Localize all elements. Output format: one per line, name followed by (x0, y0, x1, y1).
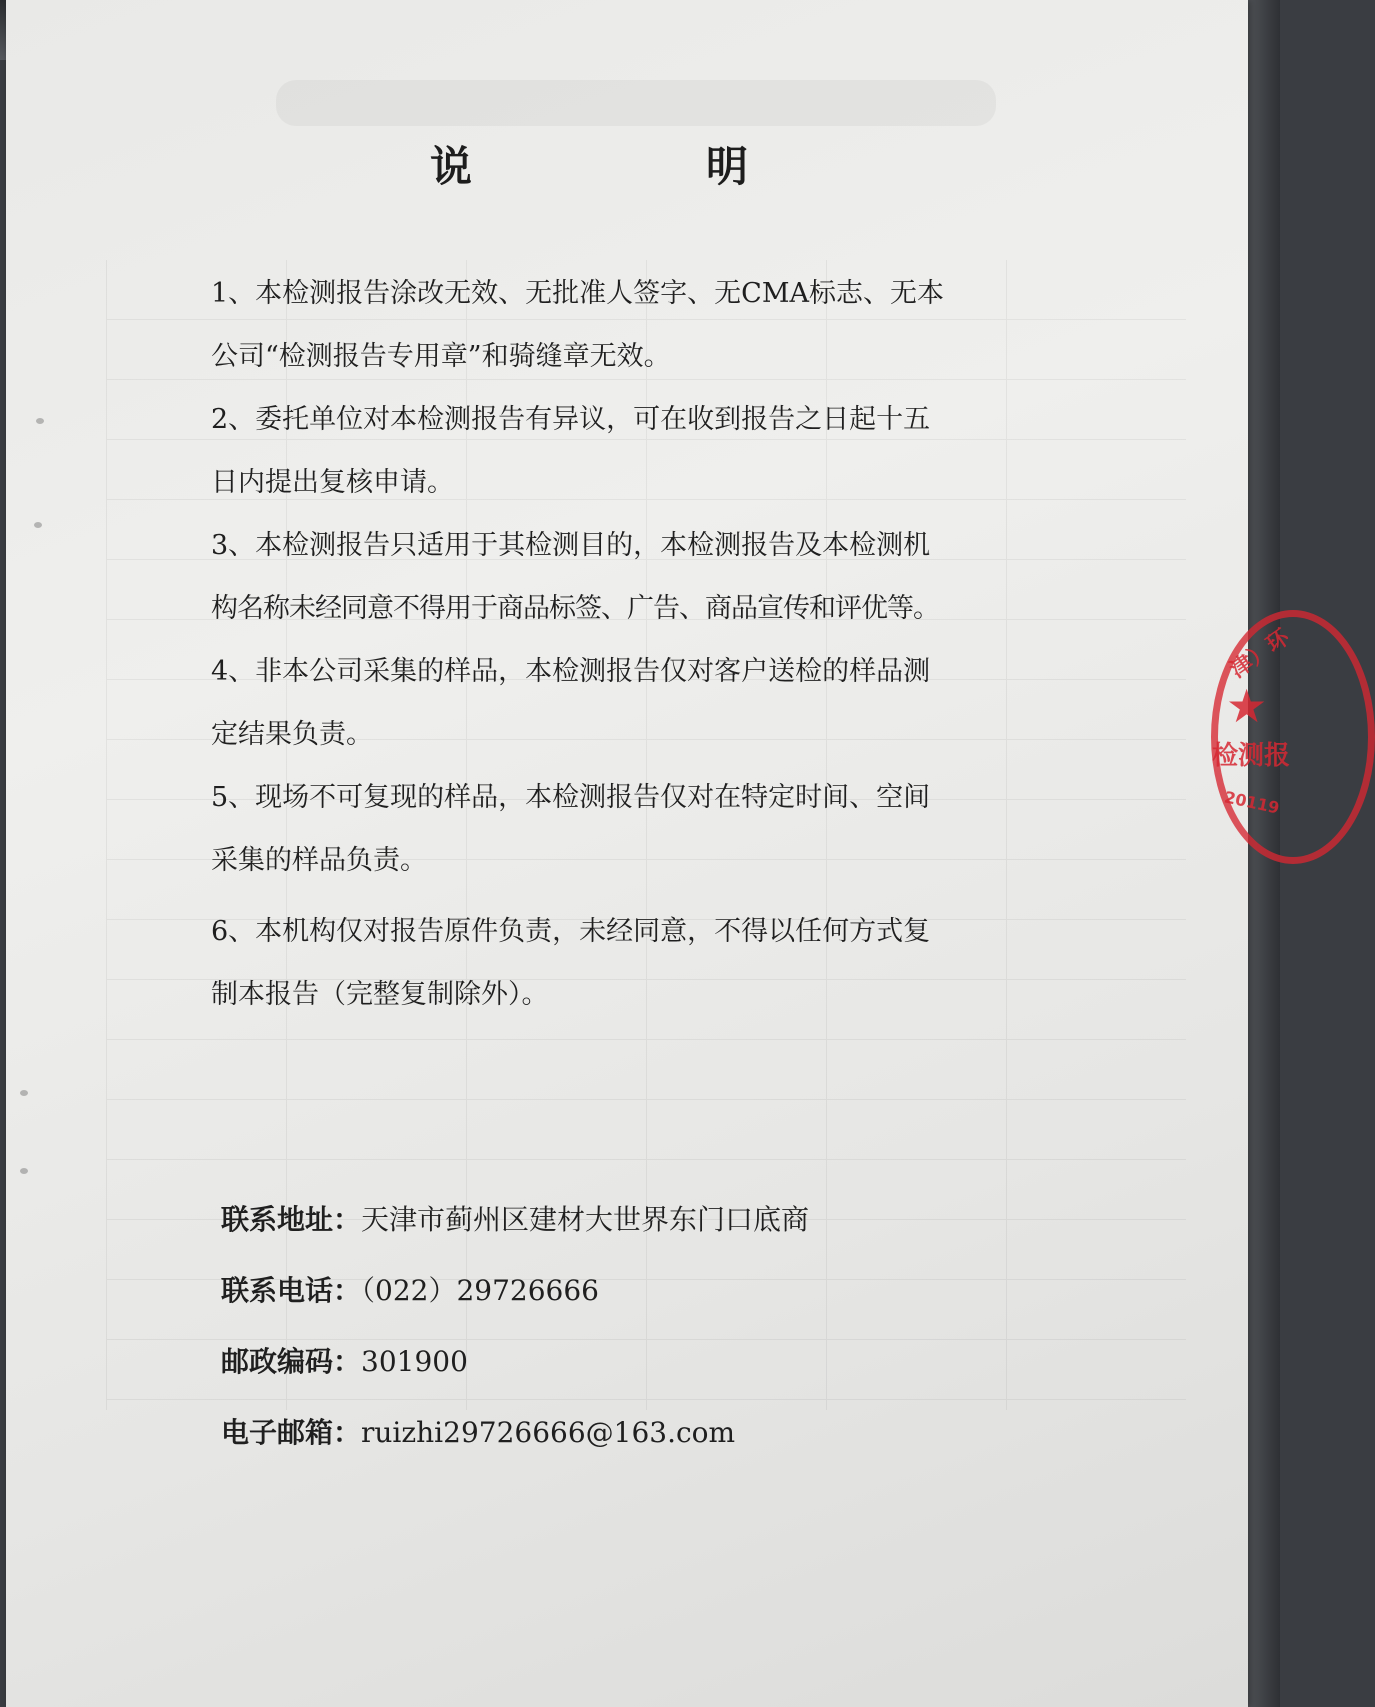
punch-hole (20, 1168, 28, 1174)
stamp-text: 检测报 (1212, 741, 1291, 771)
item-line: 6、本机构仅对报告原件负责，未经同意，不得以任何方式复 (211, 916, 931, 947)
contact-postcode (221, 1332, 1121, 1403)
contact-value: ruizhi29726666@163.com (361, 1416, 736, 1449)
notes-list (211, 262, 1091, 1026)
contact-value: 天津市蓟州区建材大世界东门口底商 (361, 1203, 810, 1236)
item-line: 定结果负责。 (211, 719, 373, 750)
item-line: 日内提出复核申请。 (211, 467, 454, 498)
item-line: 5、现场不可复现的样品，本检测报告仅对在特定时间、空间 (211, 782, 931, 813)
contact-label: 联系地址： (221, 1203, 362, 1236)
item-line: 制本报告（完整复制除外）。 (211, 979, 549, 1010)
list-item (211, 262, 1091, 388)
list-item (211, 766, 1091, 892)
contact-label: 电子邮箱： (221, 1416, 362, 1449)
contact-value: 301900 (361, 1345, 468, 1378)
stamp-text: 津）环 (1225, 624, 1295, 684)
red-seal-stamp (1211, 610, 1375, 864)
page-title: 说 明 (429, 142, 844, 191)
contact-email (221, 1403, 1121, 1474)
punch-hole (34, 522, 42, 528)
contact-value: （022）29726666 (361, 1274, 599, 1307)
list-item (211, 388, 1091, 514)
contact-phone (221, 1261, 1121, 1332)
item-line: 4、非本公司采集的样品，本检测报告仅对客户送检的样品测 (211, 656, 931, 687)
item-line: 1、本检测报告涂改无效、无批准人签字、无CMA标志、无本 (211, 278, 944, 309)
show-through-header (276, 80, 996, 126)
list-item (211, 640, 1091, 766)
contact-label: 邮政编码： (221, 1345, 362, 1378)
stamp-text: ★ (1226, 679, 1268, 733)
document-page (6, 0, 1295, 1707)
item-line: 构名称未经同意不得用于商品标签、广告、商品宣传和评优等。 (211, 593, 939, 624)
contact-address (221, 1190, 1121, 1261)
item-line: 公司“检测报告专用章”和骑缝章无效。 (211, 341, 671, 372)
list-item (211, 514, 1091, 640)
contact-label: 联系电话： (221, 1274, 362, 1307)
item-line: 2、委托单位对本检测报告有异议，可在收到报告之日起十五 (211, 404, 931, 435)
punch-hole (20, 1090, 28, 1096)
stamp-text: 20119 (1222, 787, 1282, 818)
item-line: 3、本检测报告只适用于其检测目的，本检测报告及本检测机 (211, 530, 931, 561)
item-line: 采集的样品负责。 (211, 845, 427, 876)
punch-hole (36, 418, 44, 424)
list-item (211, 900, 1091, 1026)
contact-block (221, 1190, 1121, 1474)
